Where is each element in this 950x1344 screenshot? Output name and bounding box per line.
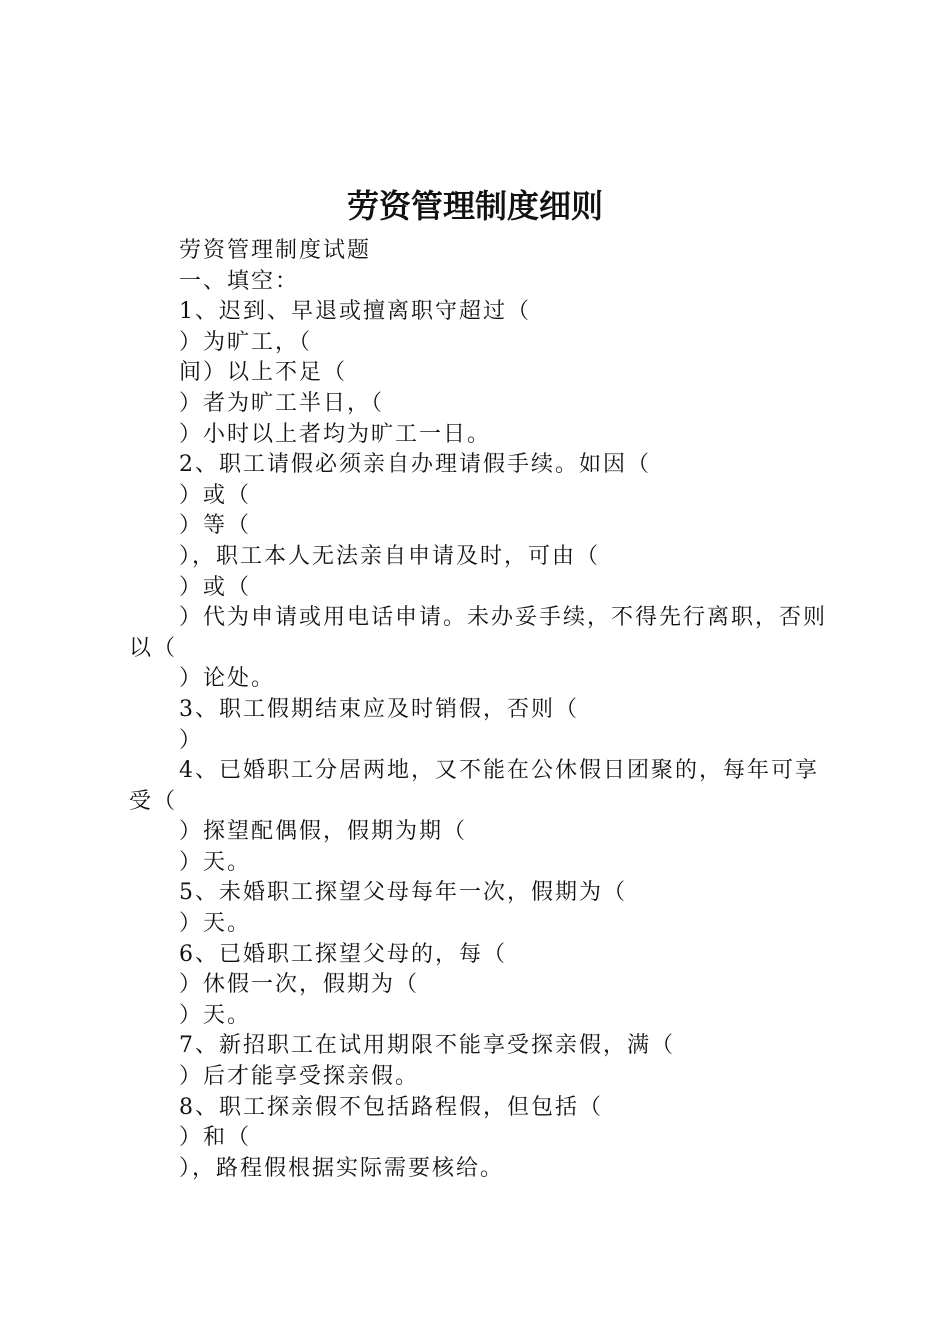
document-title: 劳资管理制度细则	[346, 187, 603, 225]
question-3-line-1: 3、职工假期结束应及时销假，否则（	[179, 696, 579, 722]
question-6-line-1: 6、已婚职工探望父母的，每（	[179, 941, 507, 967]
question-2-line-1: 2、职工请假必须亲自办理请假手续。如因（	[179, 452, 651, 478]
question-7-line-2: ）后才能享受探亲假。	[179, 1064, 420, 1090]
document-body	[129, 236, 834, 1184]
question-8-line-3: ），路程假根据实际需要核给。	[179, 1155, 505, 1181]
question-5-line-1: 5、未婚职工探望父母每年一次，假期为（	[179, 880, 627, 906]
question-group-heading: 一、填空：	[179, 268, 300, 294]
section-heading: 劳资管理制度试题	[179, 238, 372, 263]
question-7-line-1: 7、新招职工在试用期限不能享受探亲假，满（	[179, 1033, 675, 1059]
question-1-line-5: ）小时以上者均为旷工一日。	[179, 421, 492, 447]
question-4-line-2: ）探望配偶假，假期为期（	[179, 819, 468, 845]
question-4-line-3: ）天。	[179, 849, 252, 875]
question-1-line-4: ）者为旷工半日，（	[179, 390, 385, 416]
question-2-line-2: ）或（	[179, 482, 252, 508]
question-6-line-3: ）天。	[179, 1002, 252, 1028]
question-1-line-1: 1、迟到、早退或擅离职守超过（	[179, 299, 531, 325]
question-1-line-2: ）为旷工，（	[179, 329, 313, 355]
question-2-line-5: ）或（	[179, 574, 252, 600]
question-6-line-2: ）休假一次，假期为（	[179, 972, 420, 998]
question-2-line-6: ）代为申请或用电话申请。未办妥手续，不得先行离职，否则以（	[129, 605, 828, 661]
question-8-line-2: ）和（	[179, 1125, 252, 1151]
question-4-line-1: 4、已婚职工分居两地，又不能在公休假日团聚的，每年可享受（	[129, 758, 819, 814]
question-5-line-2: ）天。	[179, 911, 252, 937]
question-1-line-3: 间）以上不足（	[179, 360, 348, 386]
question-3-line-2: ）	[179, 727, 204, 753]
question-8-line-1: 8、职工探亲假不包括路程假，但包括（	[179, 1094, 603, 1120]
question-2-line-7: ）论处。	[179, 666, 276, 692]
question-2-line-4: ），职工本人无法亲自申请及时，可由（	[179, 543, 601, 569]
question-2-line-3: ）等（	[179, 513, 252, 539]
